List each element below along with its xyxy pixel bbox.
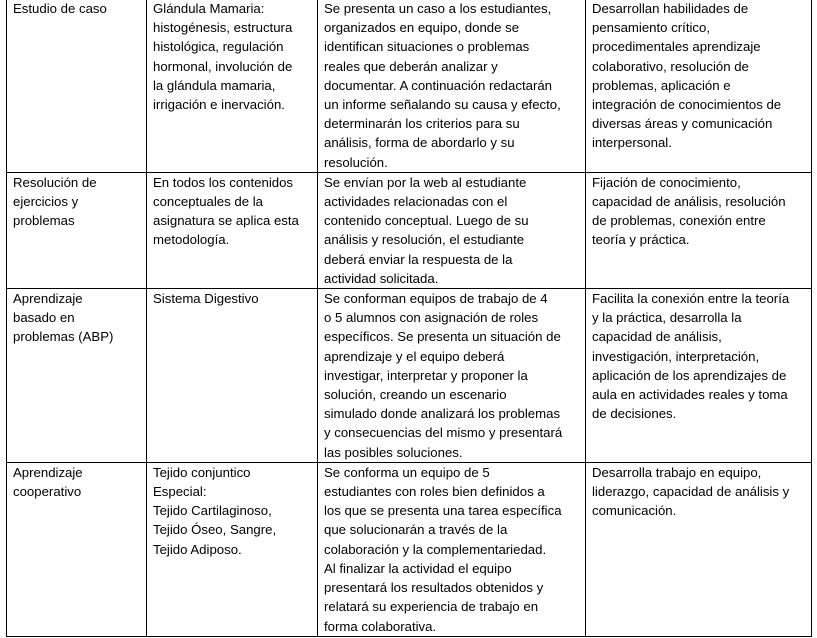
cell-text-line: basado en <box>13 310 75 326</box>
competencies-cell[interactable] <box>586 462 812 636</box>
table-row <box>7 289 812 463</box>
cell-text-line: capacidad de análisis, resolución <box>592 194 786 210</box>
cell-text-line: problemas (ABP) <box>13 329 114 345</box>
cell-text-line: análisis, forma de abordarlo y su <box>324 135 515 151</box>
competencies-cell[interactable] <box>586 289 812 463</box>
cell-text-line: Aprendizaje <box>13 291 83 307</box>
cell-text-line: un informe señalando su causa y efecto, <box>324 97 561 113</box>
cell-text-line: Tejido Adiposo. <box>153 541 242 557</box>
cell-text-line: estudiantes con roles bien definidos a <box>324 484 545 500</box>
cell-text-line: Fijación de conocimiento, <box>592 174 741 190</box>
cell-text-line: interpersonal. <box>592 135 672 151</box>
methodology-table <box>6 0 812 637</box>
competencies-cell[interactable] <box>586 0 812 172</box>
cell-text-line: Se envían por la web al estudiante <box>324 174 527 190</box>
cell-text-line: forma colaborativa. <box>324 618 437 634</box>
cell-text-line: problemas <box>13 213 75 229</box>
table-row <box>7 172 812 288</box>
strategy-cell[interactable] <box>7 289 147 463</box>
cell-text-line: Aprendizaje <box>13 464 83 480</box>
cell-text-line: los que se presenta una tarea específica <box>324 503 562 519</box>
cell-text-line: metodología. <box>153 232 230 248</box>
cell-text-line: Se presenta un caso a los estudiantes, <box>324 1 552 16</box>
content-cell[interactable] <box>147 0 318 172</box>
cell-text-line: que solucionarán a través de la <box>324 522 508 538</box>
cell-text-line: colaboración y la complementariedad. <box>324 541 547 557</box>
cell-text-line: reales que deberán analizar y <box>324 58 498 74</box>
strategy-cell[interactable] <box>7 462 147 636</box>
cell-text-line: solución, creando un escenario <box>324 387 507 403</box>
cell-text-line: conceptuales de la <box>153 194 263 210</box>
cell-text-line: asignatura se aplica esta <box>153 213 299 229</box>
cell-text-line: específicos. Se presenta un situación de <box>324 329 561 345</box>
cell-text-line: cooperativo <box>13 484 82 500</box>
strategy-cell[interactable] <box>7 172 147 288</box>
cell-text-line: contenido conceptual. Luego de su <box>324 213 529 229</box>
cell-text-line: deberá enviar la respuesta de la <box>324 251 513 267</box>
cell-text-line: histológica, regulación <box>153 39 284 55</box>
content-cell[interactable] <box>147 289 318 463</box>
cell-text-line: Especial: <box>153 484 207 500</box>
cell-text-line: aprendizaje y el equipo deberá <box>324 348 505 364</box>
cell-text-line: aplicación de los aprendizajes de <box>592 367 787 383</box>
cell-text-line: organizados en equipo, donde se <box>324 20 520 36</box>
cell-text-line: resolución. <box>324 154 388 170</box>
cell-text-line: y consecuencias del mismo y presentará <box>324 425 563 441</box>
cell-text-line: de problemas, conexión entre <box>592 213 766 229</box>
cell-text-line: o 5 alumnos con asignación de roles <box>324 310 539 326</box>
description-cell[interactable] <box>318 462 586 636</box>
cell-text-line: problemas, aplicación e <box>592 77 731 93</box>
cell-text-line: Sistema Digestivo <box>153 291 259 307</box>
cell-text-line: Desarrollan habilidades de <box>592 1 749 16</box>
cell-text-line: relatará su experiencia de trabajo en <box>324 599 539 615</box>
cell-text-line: irrigación e inervación. <box>153 97 285 113</box>
cell-text-line: Tejido conjuntico <box>153 464 251 480</box>
cell-text-line: aula en actividades reales y toma <box>592 387 788 403</box>
cell-text-line: Resolución de <box>13 174 97 190</box>
cell-text-line: análisis y resolución, el estudiante <box>324 232 525 248</box>
cell-text-line: teoría y práctica. <box>592 232 690 248</box>
cell-text-line: documentar. A continuación redactarán <box>324 77 553 93</box>
cell-text-line: identifican situaciones o problemas <box>324 39 530 55</box>
cell-text-line: Facilita la conexión entre la teoría <box>592 291 790 307</box>
cell-text-line: de decisiones. <box>592 406 677 422</box>
cell-text-line: Se conforma un equipo de 5 <box>324 464 490 480</box>
description-cell[interactable] <box>318 289 586 463</box>
cell-text-line: Se conforman equipos de trabajo de 4 <box>324 291 548 307</box>
cell-text-line: pensamiento crítico, <box>592 20 711 36</box>
cell-text-line: Tejido Cartilaginoso, <box>153 503 272 519</box>
cell-text-line: determinarán los criterios para su <box>324 116 520 132</box>
cell-text-line: comunicación. <box>592 503 677 519</box>
cell-text-line: las posibles soluciones. <box>324 444 463 460</box>
cell-text-line: Glándula Mamaria: <box>153 1 265 16</box>
cell-text-line: y la práctica, desarrolla la <box>592 310 742 326</box>
content-cell[interactable] <box>147 462 318 636</box>
cell-text-line: presentará los resultados obtenidos y <box>324 580 544 596</box>
cell-text-line: simulado donde analizará los problemas <box>324 406 561 422</box>
strategy-cell[interactable] <box>7 0 147 172</box>
cell-text-line: histogénesis, estructura <box>153 20 293 36</box>
cell-text-line: Desarrolla trabajo en equipo, <box>592 464 762 480</box>
cell-text-line: integración de conocimientos de <box>592 97 782 113</box>
table-row <box>7 462 812 636</box>
cell-text-line: hormonal, involución de <box>153 58 293 74</box>
cell-text-line: capacidad de análisis, <box>592 329 722 345</box>
cell-text-line: investigación, interpretación, <box>592 348 760 364</box>
cell-text-line: diversas áreas y comunicación <box>592 116 773 132</box>
cell-text-line: colaborativo, resolución de <box>592 58 749 74</box>
cell-text-line: Estudio de caso <box>13 1 107 16</box>
cell-text-line: Tejido Óseo, Sangre, <box>153 522 277 538</box>
cell-text-line: actividad solicitada. <box>324 270 439 286</box>
cell-text-line: la glándula mamaria, <box>153 77 276 93</box>
cell-text-line: investigar, interpretar y proponer la <box>324 367 528 383</box>
table-row <box>7 0 812 172</box>
cell-text-line: procedimentales aprendizaje <box>592 39 761 55</box>
cell-text-line: En todos los contenidos <box>153 174 294 190</box>
description-cell[interactable] <box>318 0 586 172</box>
description-cell[interactable] <box>318 172 586 288</box>
competencies-cell[interactable] <box>586 172 812 288</box>
cell-text-line: Al finalizar la actividad el equipo <box>324 560 512 576</box>
cell-text-line: actividades relacionadas con el <box>324 194 508 210</box>
cell-text-line: ejercicios y <box>13 194 79 210</box>
cell-text-line: liderazgo, capacidad de análisis y <box>592 484 790 500</box>
content-cell[interactable] <box>147 172 318 288</box>
